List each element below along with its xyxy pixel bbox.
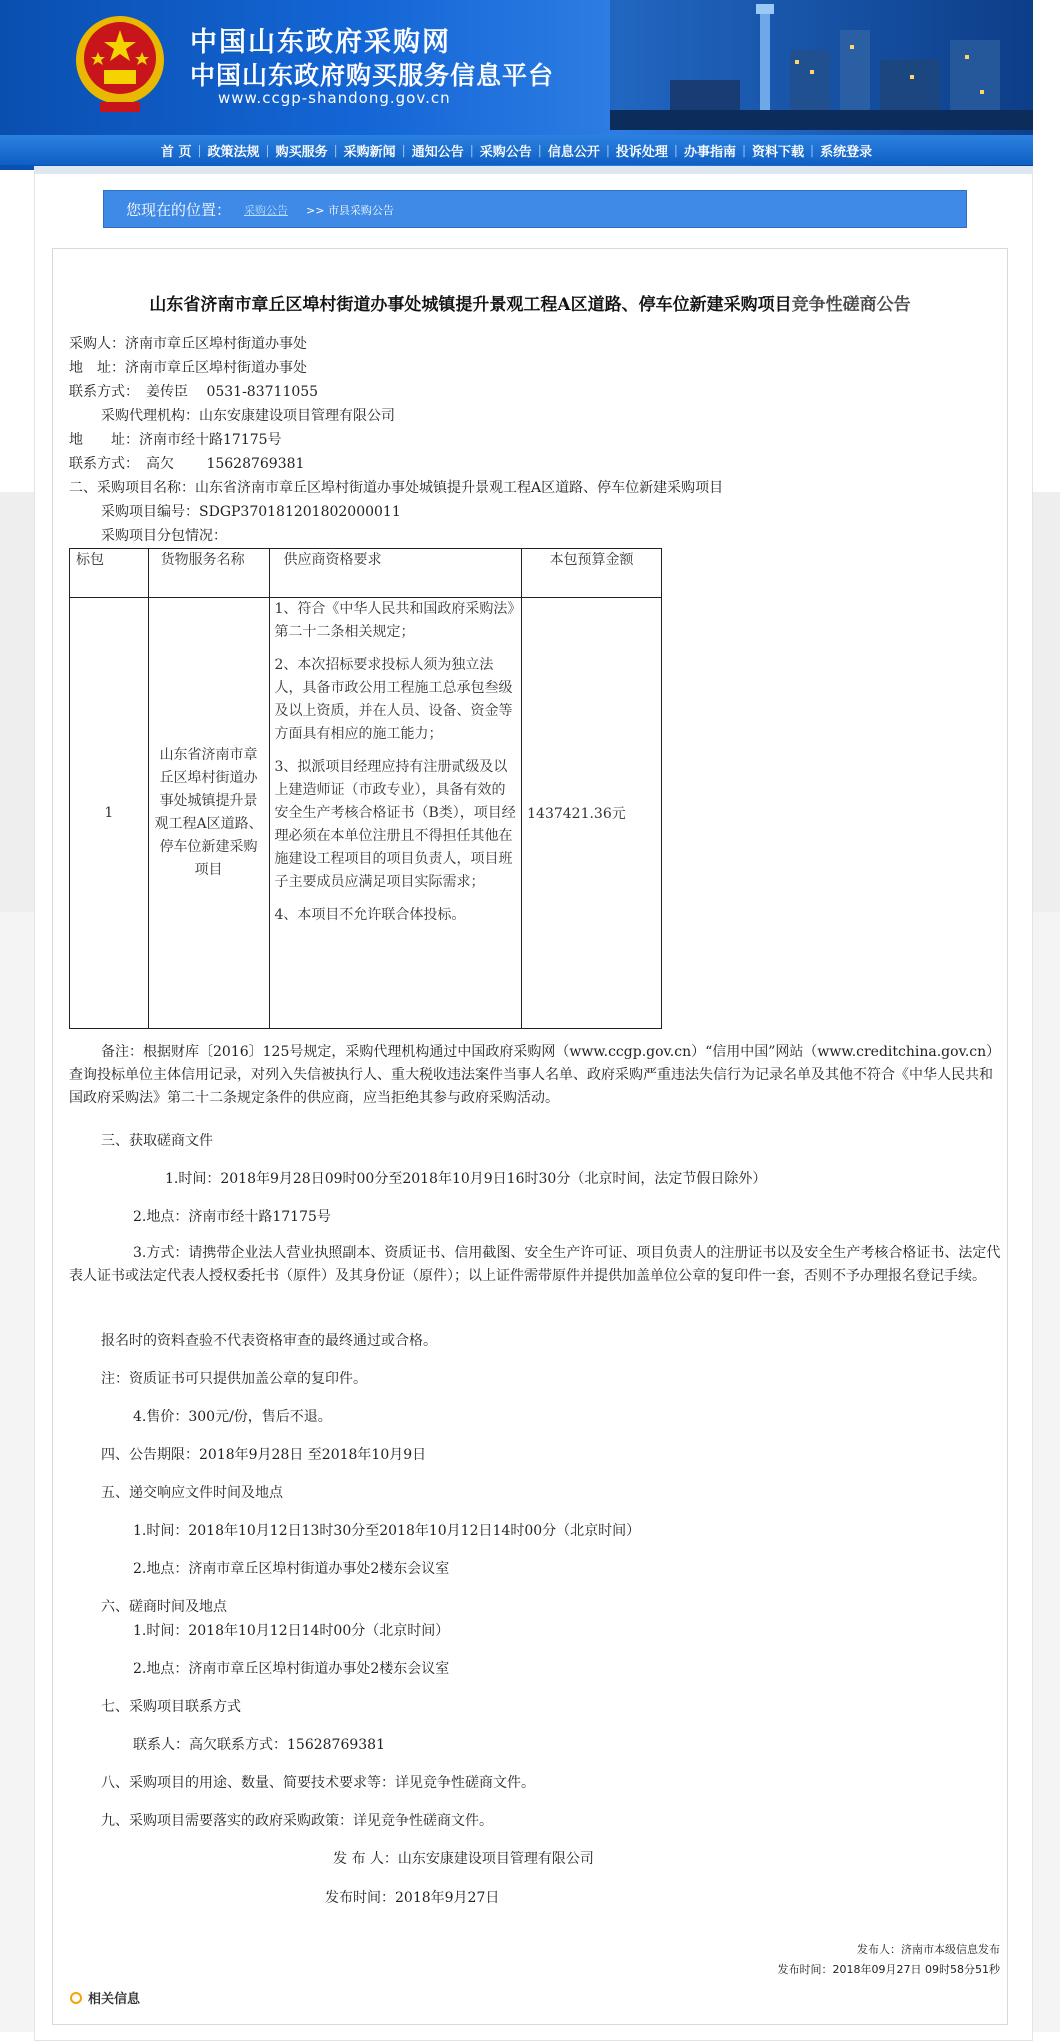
section-6-heading: 六、磋商时间及地点 xyxy=(101,1599,227,1615)
buyer-contact-line: 联系方式： 姜传臣 0531-83711055 xyxy=(69,384,319,400)
publish-date-line: 发布时间：2018年9月27日 xyxy=(325,1890,500,1906)
section-3-note-1: 报名时的资料查验不代表资格审查的最终通过或合格。 xyxy=(101,1333,437,1349)
section-3-note-2: 注：资质证书可只提供加盖公章的复印件。 xyxy=(101,1371,367,1387)
publish-meta xyxy=(778,1940,1000,1980)
section-5-time: 1.时间：2018年10月12日13时30分至2018年10月12日14时00分（北京时间） xyxy=(133,1523,641,1539)
nav-complaints[interactable]: 投诉处理 xyxy=(615,144,668,160)
breadcrumb-current: >> 市县采购公告 xyxy=(306,204,394,217)
section-7-contact: 联系人：高欠联系方式：15628769381 xyxy=(133,1737,385,1753)
section-3-method: 3.方式：请携带企业法人营业执照副本、资质证书、信用截图、安全生产许可证、项目负责人的注册证书以及安全生产考核合格证书、法定代表人证书或法定代表人授权委托书（原件）及其身份证（原件）；以上证件需带原件并提供加盖单位公章的复印件一套，否则不予办理报名登记手续。 xyxy=(69,1245,1001,1284)
publisher-line: 发 布 人：山东安康建设项目管理有限公司 xyxy=(333,1851,594,1867)
nav-procurement-announcements[interactable]: 采购公告 xyxy=(479,144,532,160)
site-title: 中国山东政府采购网 xyxy=(190,27,451,58)
agency-line: 采购代理机构：山东安康建设项目管理有限公司 xyxy=(101,408,395,424)
agency-address-line: 地 址：济南市经十路17175号 xyxy=(69,432,282,448)
package-budget: 1437421.36元 xyxy=(522,598,662,1029)
table-header-row xyxy=(70,549,662,598)
section-3-time: 1.时间：2018年9月28日09时00分至2018年10月9日16时30分（北京时间，法定节假日除外） xyxy=(165,1171,767,1187)
meta-publisher: 发布人：济南市本级信息发布 xyxy=(857,1943,1000,1956)
nav-guide[interactable]: 办事指南 xyxy=(683,144,736,160)
table-header-cell: 标包 xyxy=(70,549,149,598)
breadcrumb-link-announcements[interactable]: 采购公告 xyxy=(244,204,288,217)
nav-policy[interactable]: 政策法规 xyxy=(207,144,260,160)
package-table xyxy=(69,548,662,1029)
nav-downloads[interactable]: 资料下载 xyxy=(752,144,805,160)
section-3-heading: 三、获取磋商文件 xyxy=(101,1133,213,1149)
nav-notices[interactable]: 通知公告 xyxy=(411,144,464,160)
page-title-suffix: 竞争性磋商公告 xyxy=(791,295,911,315)
package-heading: 采购项目分包情况： xyxy=(101,528,227,544)
nav-login[interactable]: 系统登录 xyxy=(820,144,873,160)
nav-purchase-service[interactable]: 购买服务 xyxy=(275,144,328,160)
section-6-location: 2.地点：济南市章丘区埠村街道办事处2楼东会议室 xyxy=(133,1661,450,1677)
breadcrumb-link-county[interactable]: 市县采购公告 xyxy=(327,204,394,217)
section-4: 四、公告期限：2018年9月28日 至2018年10月9日 xyxy=(101,1447,427,1463)
package-number: 1 xyxy=(70,598,149,1029)
nav-home[interactable]: 首 页 xyxy=(160,144,192,160)
section-9: 九、采购项目需要落实的政府采购政策：详见竞争性磋商文件。 xyxy=(101,1813,493,1829)
nav-news[interactable]: 采购新闻 xyxy=(343,144,396,160)
requirement-3: 3、拟派项目经理应持有注册贰级及以上建造师证（市政专业），具备有效的安全生产考核合格证书（B类），项目经理必须在本单位注册且不得担任其他在施建设工程项目的项目负责人，项目班子主要成员应满足项目实际需求； xyxy=(274,759,516,890)
agency-contact-line: 联系方式： 高欠 15628769381 xyxy=(69,456,305,472)
national-emblem-icon xyxy=(70,12,170,116)
note-paragraph: 备注：根据财库〔2016〕125号规定，采购代理机构通过中国政府采购网（www.ccgp.gov.cn）“信用中国”网站（www.creditchina.gov.cn）查询投标单位主体信用记录，对列入失信被执行人、重大税收违法案件当事人名单、政府采购严重违法失信行为记录名单及其他不符合《中华人民共和国政府采购法》第二十二条规定条件的供应商，应当拒绝其参与政府采购活动。 xyxy=(69,1044,1001,1106)
section-5-heading: 五、递交响应文件时间及地点 xyxy=(101,1485,283,1501)
breadcrumb-label: 您现在的位置： xyxy=(126,201,232,219)
supplier-requirements xyxy=(269,598,522,1029)
section-3-price: 4.售价：300元/份，售后不退。 xyxy=(133,1409,332,1425)
section-8: 八、采购项目的用途、数量、简要技术要求等：详见竞争性磋商文件。 xyxy=(101,1775,535,1791)
page-title: 山东省济南市章丘区埠村街道办事处城镇提升景观工程A区道路、停车位新建采购项目竞争性磋商公告 xyxy=(149,295,911,315)
section-7-heading: 七、采购项目联系方式 xyxy=(101,1699,241,1715)
buyer-line: 采购人：济南市章丘区埠村街道办事处 xyxy=(69,336,307,352)
requirement-4: 4、本项目不允许联合体投标。 xyxy=(274,907,466,923)
table-header-cell: 本包预算金额 xyxy=(522,549,662,598)
section-5-location: 2.地点：济南市章丘区埠村街道办事处2楼东会议室 xyxy=(133,1561,450,1577)
project-name-line: 二、采购项目名称：山东省济南市章丘区埠村街道办事处城镇提升景观工程A区道路、停车位新建采购项目 xyxy=(69,480,724,496)
breadcrumb xyxy=(103,190,967,228)
requirement-2: 2、本次招标要求投标人须为独立法人，具备市政公用工程施工总承包叁级及以上资质，并在人员、设备、资金等方面具有相应的施工能力； xyxy=(274,657,513,742)
related-info xyxy=(70,1988,140,2007)
table-header-cell: 供应商资格要求 xyxy=(269,549,522,598)
site-url: www.ccgp-shandong.gov.cn xyxy=(218,89,451,107)
buyer-address-line: 地 址：济南市章丘区埠村街道办事处 xyxy=(69,360,307,376)
section-6-time: 1.时间：2018年10月12日14时00分（北京时间） xyxy=(133,1623,450,1639)
site-subtitle: 中国山东政府购买服务信息平台 xyxy=(190,61,555,90)
section-3-location: 2.地点：济南市经十路17175号 xyxy=(133,1209,331,1225)
meta-time: 发布时间：2018年09月27日 09时58分51秒 xyxy=(777,1963,1000,1976)
project-number-line: 采购项目编号：SDGP370181201802000011 xyxy=(101,504,401,520)
table-header-cell: 货物服务名称 xyxy=(148,549,269,598)
city-skyline-image xyxy=(610,0,1033,130)
main-nav: 首 页 | 政策法规 | 购买服务 | 采购新闻 | 通知公告 | 采购公告 | 信息公开 | 投诉处理 | 办事指南 | 资料下载 | 系统登录 xyxy=(0,135,1033,165)
package-name: 山东省济南市章丘区埠村街道办事处城镇提升景观工程A区道路、停车位新建采购项目 xyxy=(148,598,269,1029)
bullet-circle-icon xyxy=(70,1992,82,2004)
table-row xyxy=(70,598,662,1029)
requirement-1: 1、符合《中华人民共和国政府采购法》第二十二条相关规定； xyxy=(274,601,515,640)
nav-info-disclosure[interactable]: 信息公开 xyxy=(547,144,600,160)
related-info-link[interactable]: 相关信息 xyxy=(88,1992,141,2007)
